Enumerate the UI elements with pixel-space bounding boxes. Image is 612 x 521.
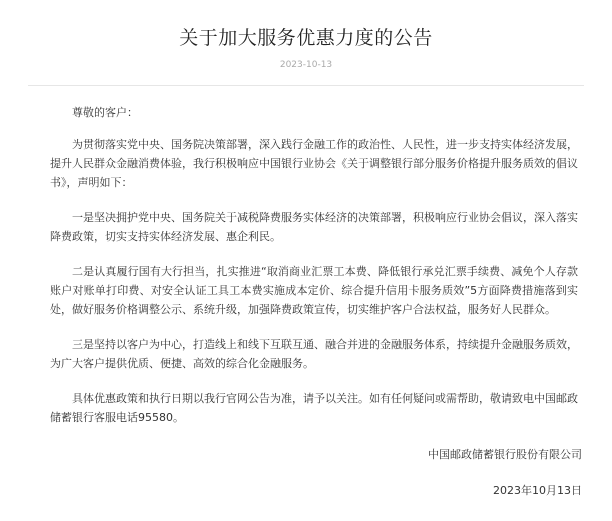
publish-date: 2023-10-13 xyxy=(279,60,333,70)
announcement-body xyxy=(28,103,584,427)
signature-date: 2023年10月13日 xyxy=(493,484,582,497)
greeting: 尊敬的客户： xyxy=(72,106,138,119)
paragraph-closing: 具体优惠政策和执行日期以我行官网公告为准，请予以关注。如有任何疑问或需帮助，敬请致电中国邮政储蓄银行客服电话95580。 xyxy=(50,392,578,424)
paragraph-point-2: 二是认真履行国有大行担当，扎实推进“取消商业汇票工本费、降低银行承兑汇票手续费、减免个人存款账户对账单打印费、对安全认证工具工本费实施成本定价、综合提升信用卡服务质效”5方面降费措施落到实处，做好服务价格调整公示、系统升级，加强降费政策宣传，切实维护客户合法权益，服务好人民群众。 xyxy=(50,265,578,316)
announcement-title: 关于加大服务优惠力度的公告 xyxy=(179,27,433,49)
signature-organization: 中国邮政储蓄银行股份有限公司 xyxy=(428,448,582,461)
paragraph-intro: 为贯彻落实党中央、国务院决策部署，深入践行金融工作的政治性、人民性，进一步支持实体经济发展，提升人民群众金融消费体验，我行积极响应中国银行业协会《关于调整银行部分服务价格提升服务质效的倡议书》，声明如下： xyxy=(50,138,578,189)
title-divider xyxy=(28,85,584,86)
paragraph-point-3: 三是坚持以客户为中心，打造线上和线下互联互通、融合并进的金融服务体系，持续提升金融服务质效，为广大客户提供优质、便捷、高效的综合化金融服务。 xyxy=(50,338,578,370)
paragraph-point-1: 一是坚决拥护党中央、国务院关于减税降费服务实体经济的决策部署，积极响应行业协会倡议，深入落实降费政策，切实支持实体经济发展、惠企利民。 xyxy=(50,211,578,243)
